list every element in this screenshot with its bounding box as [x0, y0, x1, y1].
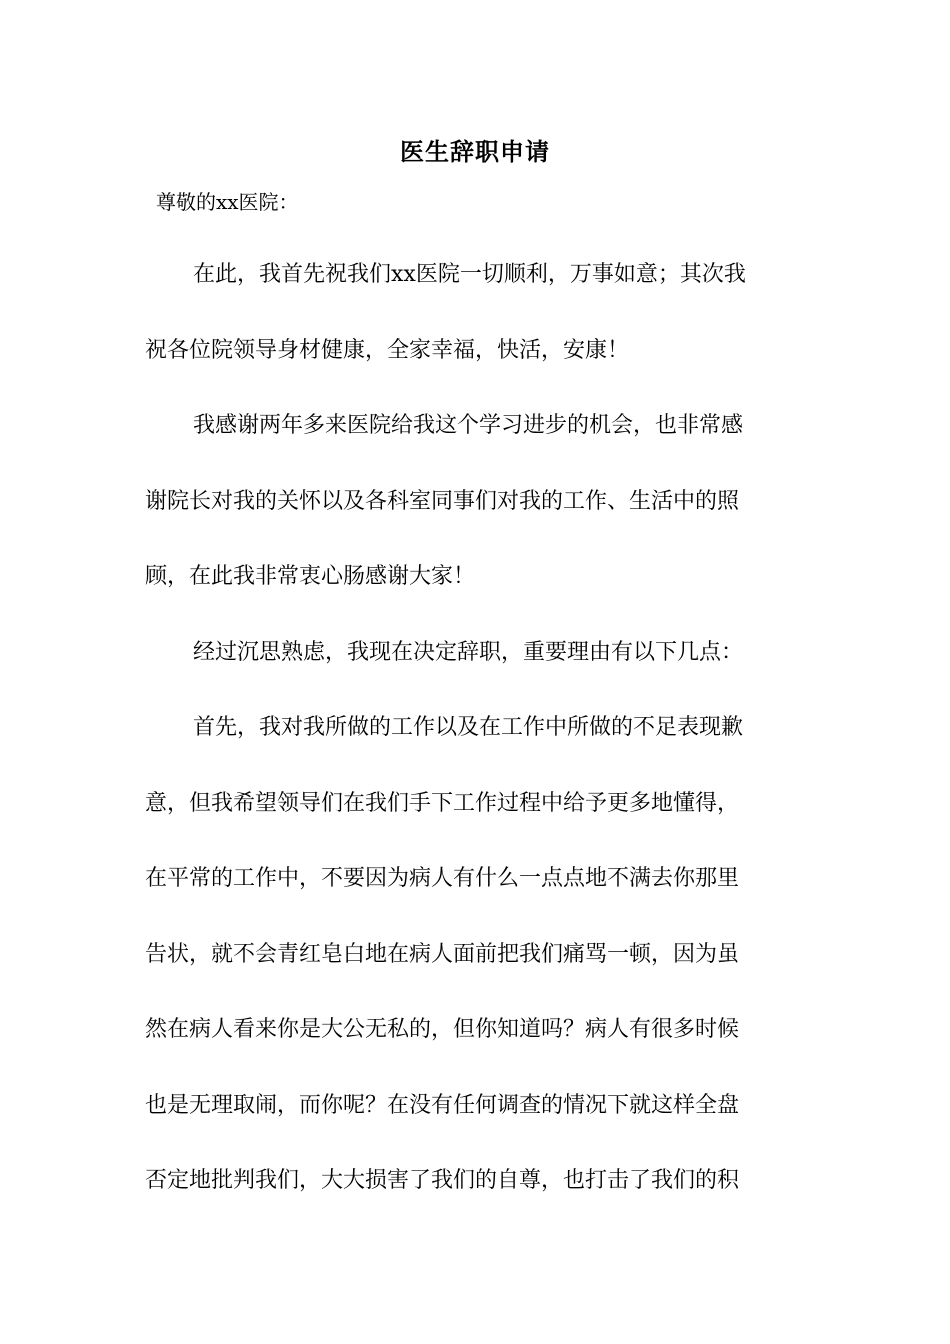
salutation: 尊敬的xx医院：: [156, 190, 299, 214]
body-line: 谢院长对我的关怀以及各科室同事们对我的工作、生活中的照: [145, 489, 740, 514]
body-line: 否定地批判我们，大大损害了我们的自尊，也打击了我们的积: [145, 1168, 740, 1193]
body-line: 然在病人看来你是大公无私的，但你知道吗？病人有很多时候: [145, 1017, 740, 1042]
document-title: 医生辞职申请: [400, 137, 550, 166]
body-line: 经过沉思熟虑，我现在决定辞职，重要理由有以下几点：: [193, 640, 744, 665]
body-line: 在此，我首先祝我们xx医院一切顺利，万事如意；其次我: [193, 262, 746, 287]
body-line: 祝各位院领导身材健康，全家幸福，快活，安康！: [145, 338, 630, 363]
body-line: 也是无理取闹，而你呢？在没有任何调查的情况下就这样全盘: [145, 1093, 740, 1118]
body-line: 我感谢两年多来医院给我这个学习进步的机会，也非常感: [193, 413, 744, 438]
body-line: 首先，我对我所做的工作以及在工作中所做的不足表现歉: [193, 715, 744, 740]
body-line: 意，但我希望领导们在我们手下工作过程中给予更多地懂得，: [145, 791, 740, 816]
body-line: 在平常的工作中，不要因为病人有什么一点点地不满去你那里: [145, 866, 740, 891]
body-line: 告状，就不会青红皂白地在病人面前把我们痛骂一顿，因为虽: [145, 942, 740, 967]
body-line: 顾，在此我非常衷心肠感谢大家！: [145, 564, 476, 589]
